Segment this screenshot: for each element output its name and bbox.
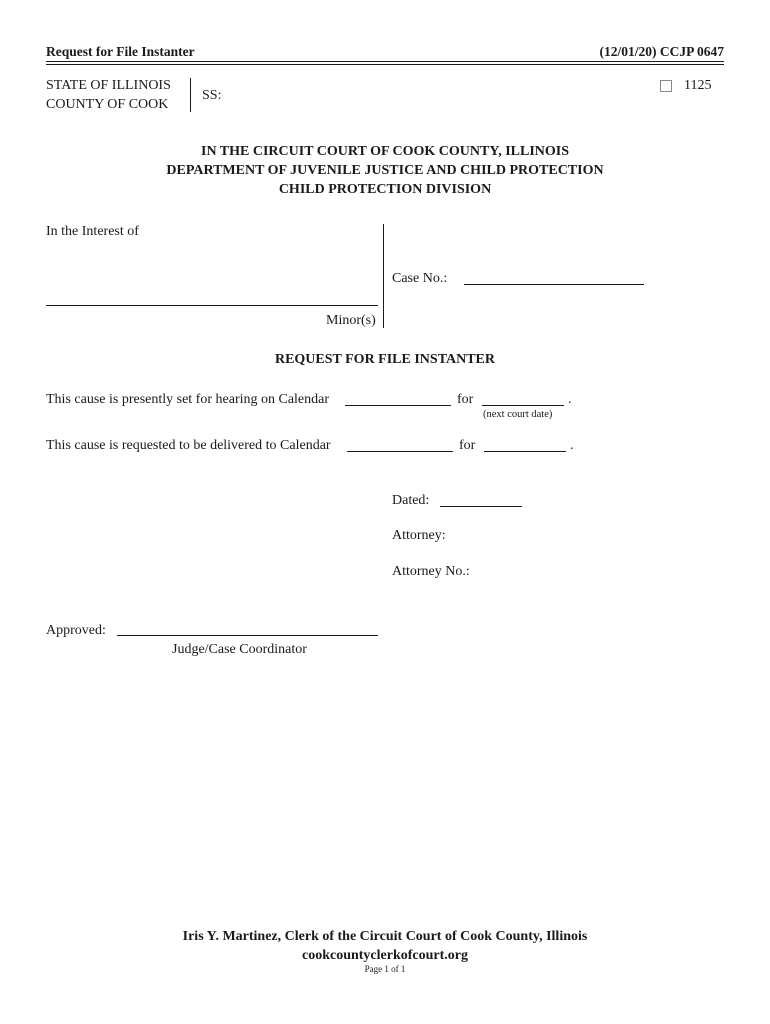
approved-label: Approved: (46, 623, 106, 638)
dated-field[interactable] (440, 506, 522, 507)
request-title: REQUEST FOR FILE INSTANTER (274, 352, 496, 367)
department-name: DEPARTMENT OF JUVENILE JUSTICE AND CHILD PROTECTION (166, 163, 604, 178)
form-number-checkbox[interactable] (660, 80, 672, 92)
caption-divider (383, 224, 384, 328)
ss-label: SS: (202, 88, 222, 103)
page-number: Page 1 of 1 (364, 964, 406, 974)
court-name: IN THE CIRCUIT COURT OF COOK COUNTY, ILLINOIS (201, 144, 569, 159)
for-label-2: for (459, 438, 476, 453)
clerk-website: cookcountyclerkofcourt.org (301, 948, 469, 963)
attorney-no-label: Attorney No.: (392, 564, 470, 579)
header-rule (46, 61, 724, 65)
attorney-label: Attorney: (392, 528, 446, 543)
state-label: STATE OF ILLINOIS (46, 78, 171, 93)
clerk-name: Iris Y. Martinez, Clerk of the Circuit Court of Cook County, Illinois (182, 929, 588, 944)
dated-label: Dated: (392, 493, 430, 508)
judge-label: Judge/Case Coordinator (172, 642, 307, 657)
next-court-date-hint: (next court date) (483, 409, 553, 420)
minor-name-field[interactable] (46, 305, 378, 306)
form-header-title: Request for File Instanter (46, 44, 195, 59)
for-label: for (457, 392, 474, 407)
division-name: CHILD PROTECTION DIVISION (278, 182, 492, 197)
minors-label: Minor(s) (326, 313, 376, 328)
case-no-field[interactable] (464, 284, 644, 285)
delivered-text: This cause is requested to be delivered to Calendar (46, 438, 331, 453)
period: . (568, 392, 572, 407)
county-label: COUNTY OF COOK (46, 97, 169, 112)
period-2: . (570, 438, 574, 453)
form-code: (12/01/20) CCJP 0647 (599, 44, 724, 59)
venue-bracket (190, 78, 191, 112)
hearing-set-text: This cause is presently set for hearing on Calendar (46, 392, 330, 407)
case-no-label: Case No.: (392, 271, 448, 286)
delivery-date-field[interactable] (484, 451, 566, 452)
delivery-calendar-field[interactable] (347, 451, 453, 452)
next-court-date-field[interactable] (482, 405, 564, 406)
approval-signature-field[interactable] (117, 635, 378, 636)
current-calendar-field[interactable] (345, 405, 451, 406)
interest-of-label: In the Interest of (46, 224, 139, 239)
form-number: 1125 (684, 78, 712, 93)
